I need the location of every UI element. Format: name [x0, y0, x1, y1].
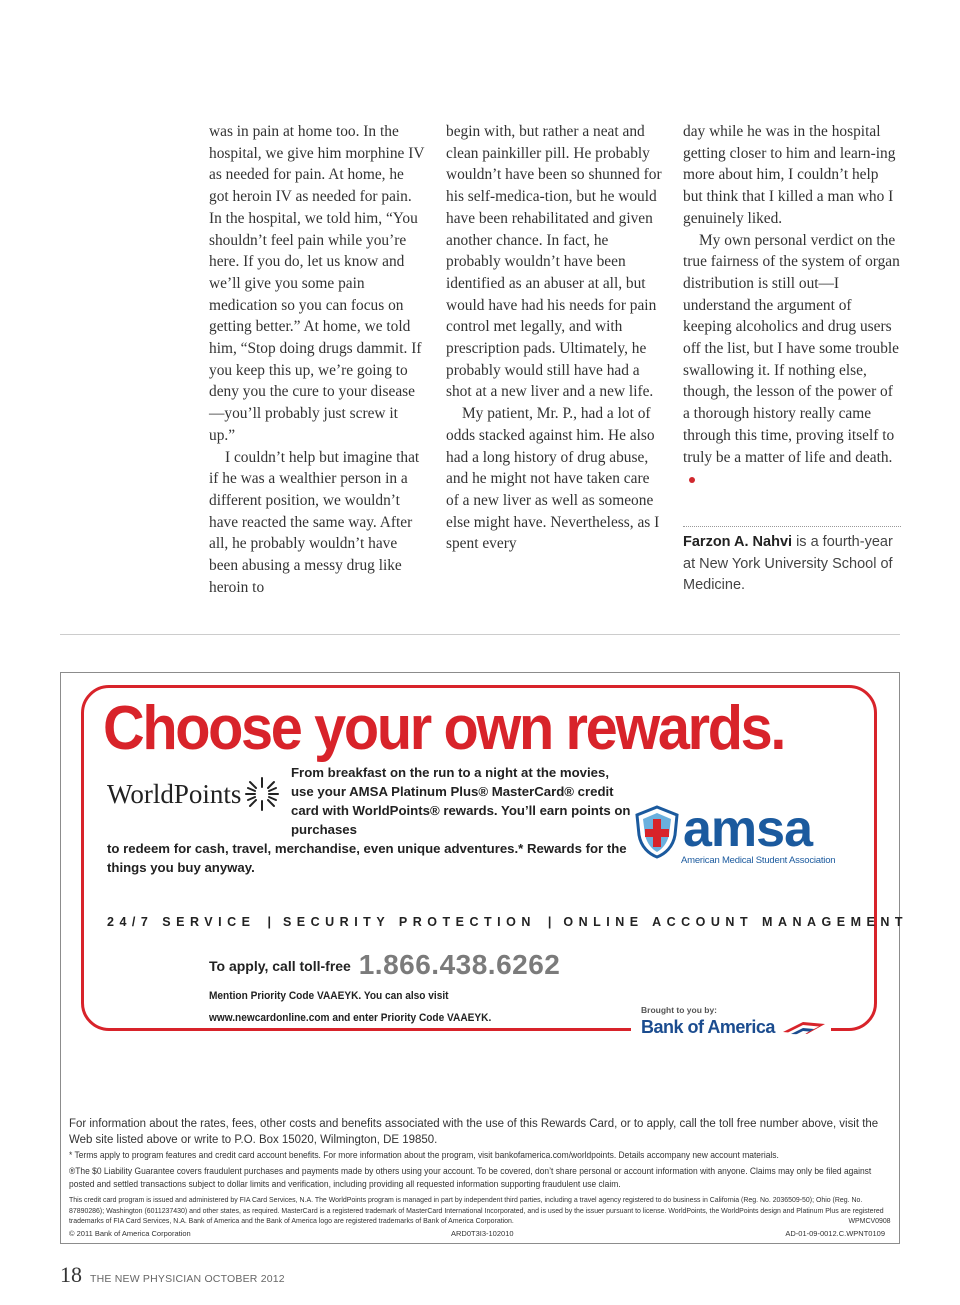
- advertisement: [60, 672, 909, 1244]
- ad-liability-note: ®The $0 Liability Guarantee covers fraudulent purchases and payments made by others using your account. To be covered, don’t share personal or account information with anyone. Claims may only be filed against posted and settled transactions subject to dollar limits and verification, including providing all requested information supporting fraudulent use claim.: [69, 1166, 872, 1189]
- article-paragraph: I couldn’t help but imagine that if he was a wealthier person in a different position, we wouldn’t have reacted the same way. After all, he probably wouldn’t have been abusing a messy drug like heroin to: [209, 448, 420, 596]
- services-line: [107, 915, 908, 929]
- service-item: SECURITY PROTECTION: [282, 915, 536, 929]
- article-paragraph: My patient, Mr. P., had a lot of odds stacked against him. He also had a long history of drug abuse, and he might not have taken care of a new liver as well as someone else might have. Nevertheless, as I spent every: [446, 405, 660, 553]
- service-item: ONLINE ACCOUNT MANAGEMENT: [563, 915, 909, 929]
- apply-label: To apply, call toll-free: [209, 958, 351, 974]
- ad-terms-note: * Terms apply to program features and credit card account benefits. For more information about the program, visit bankofamerica.com/worldpoints. Details accompany new account materials.: [69, 1150, 779, 1160]
- ad-legal-code: WPMCV0908: [848, 1216, 891, 1225]
- ad-legal-body: This credit card program is issued and administered by FIA Card Services, N.A. The WorldPoints program is managed in part by independent third parties, including a travel agency registered to do business in California (Reg. No. 2036509-50); Ohio (Reg. No. 87890286); Washington (6011237430) and other states, as required. MasterCard is a registered trademark of MasterCard International Incorporated, and is used by the issuer pursuant to license. WorldPoints, the WorldPoints design and Platinum Plus are registered trademarks of FIA Card Services, N.A. Bank of America and the Bank of America logo are registered trademarks of Bank of America Corporation.: [69, 1195, 884, 1225]
- bio-divider: [683, 526, 901, 527]
- services-separator: |: [547, 915, 552, 929]
- ad-legal-text: [69, 1195, 891, 1227]
- article-paragraph: begin with, but rather a neat and clean painkiller pill. He probably wouldn’t have been so shunned for his self-medica-tion, but he would have been rehabilitated and given another chance. In fact, he probably wouldn’t have been identified as an abuser at all, but would have had his needs for pain control met legally, and with prescription pads. Ultimately, he probably would still have had a shot at a new liver and a new life.: [446, 123, 662, 401]
- page-footer: [60, 1262, 285, 1288]
- ad-code-right: AD-01-09-0012.C.WPNT0109: [785, 1229, 885, 1238]
- author-bio: [683, 532, 901, 597]
- flag-icon: [781, 1018, 827, 1038]
- magazine-issue: THE NEW PHYSICIAN OCTOBER 2012: [90, 1273, 285, 1285]
- worldpoints-logo-text: WorldPoints: [107, 778, 242, 809]
- brought-to-you-by: Brought to you by:: [641, 1005, 718, 1015]
- article-paragraph: day while he was in the hospital getting closer to him and learn-ing more about him, I couldn’t help but think that I killed a man who I genuinely liked.: [683, 123, 896, 227]
- services-separator: |: [267, 915, 271, 929]
- article-paragraph-text: My own personal verdict on the true fairness of the system of organ distribution is still out—I understand the argument of keeping alcoholics and drug users off the list, but I have some trouble swallowing it. If nothing else, though, the lesson of the power of a thorough history really came through this time, proving itself to truly be a matter of life and death.: [683, 231, 900, 466]
- author-description: is a fourth-year at New York University School of Medicine.: [683, 534, 893, 593]
- article-column-2: [446, 121, 664, 555]
- phone-number: 1.866.438.6262: [358, 949, 561, 980]
- ad-code-middle: ARD0T3I3-102010: [451, 1229, 514, 1238]
- article-column-3: [683, 121, 901, 490]
- section-divider: [60, 634, 900, 635]
- article-paragraph: was in pain at home too. In the hospital, we give him morphine IV as needed for pain. At home, he got heroin IV as needed for pain. In the hospital, we told him, “You shouldn’t feel pain while you’re here. If you do, let us know and we’ll give you some pain medication so you can focus on getting better.” At home, we told him, “Stop doing drugs dammit. If you keep this up, we’re going to deny you the cure to your disease—you’ll probably just screw it up.”: [209, 123, 425, 444]
- promo-rest: to redeem for cash, travel, merchandise, even unique adventures.* Rewards for the things you buy anyway.: [107, 841, 627, 875]
- bank-of-america-logo: [641, 1017, 827, 1038]
- ad-disclosure: For information about the rates, fees, other costs and benefits associated with the use of this Rewards Card, or to apply, call the toll free number above, visit the Web site listed above or write to P.O. Box 15020, Wilmington, DE 19850.: [69, 1116, 879, 1146]
- promo-text: [107, 763, 637, 877]
- ad-copyright: © 2011 Bank of America Corporation: [69, 1229, 191, 1238]
- end-mark-icon: [689, 477, 695, 483]
- article-paragraph: [683, 230, 901, 490]
- amsa-logo-text: amsa: [683, 800, 812, 858]
- article-column-1: [209, 121, 427, 598]
- amsa-logo: [633, 800, 853, 867]
- author-name: Farzon A. Nahvi: [683, 534, 793, 550]
- amsa-shield-icon: [635, 805, 679, 859]
- priority-code-text: Mention Priority Code VAAEYK. You can also visit www.newcardonline.com and enter Priority Code VAAEYK.: [209, 990, 492, 1024]
- apply-line: [209, 949, 560, 981]
- promo-first: From breakfast on the run to a night at the movies, use your AMSA Platinum Plus® MasterCard® credit card with WorldPoints® rewards. You’ll earn points on purchases: [291, 765, 631, 837]
- service-item: 24/7 SERVICE: [107, 915, 256, 929]
- amsa-subtitle: American Medical Student Association: [681, 855, 836, 866]
- ad-headline: Choose your own rewards.: [103, 694, 785, 763]
- page-number: 18: [60, 1262, 82, 1287]
- bank-of-america-logo-text: Bank of America: [641, 1017, 775, 1037]
